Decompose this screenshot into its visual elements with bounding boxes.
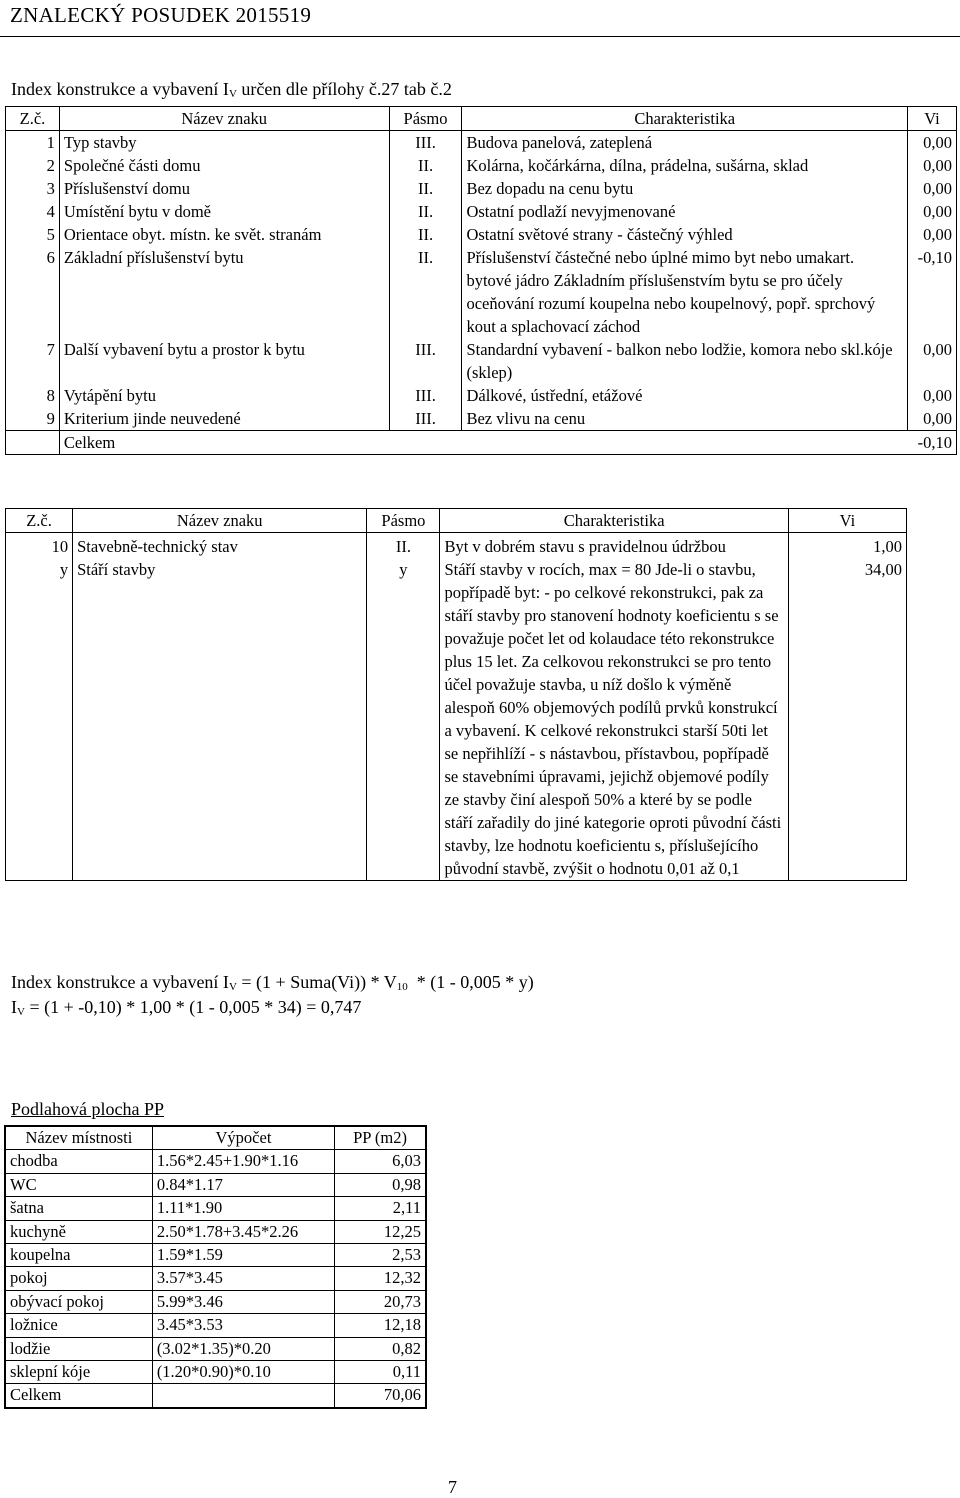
col-header: Pásmo — [367, 509, 440, 533]
room-name: chodba — [5, 1150, 152, 1173]
table-row — [5, 1267, 426, 1290]
row-zone: II. — [389, 223, 462, 246]
row-zone: III. — [389, 407, 462, 431]
row-name: Další vybavení bytu a prostor k bytu — [59, 338, 389, 384]
row-desc: Budova panelová, zateplená — [462, 131, 908, 155]
room-area: 20,73 — [335, 1290, 426, 1313]
table-row — [5, 1337, 426, 1360]
row-desc: Stáří stavby v rocích, max = 80 Jde-li o stavbu, popřípadě byt: - po celkové rekonstrukci, pak za stáří stavby pro stanovení hodnoty koeficientu s se považuje počet let od kolaudace této rekonstrukce plus 15 let. Za celkovou rekonstrukci se pro tento účel považuje stavba, u níž došlo k výměně alespoň 60% objemových podílů prvků konstrukcí a vybavení. K celkové rekonstrukci starší 50ti let se nepřihlíží - s nástavbou, přístavbou, popřípadě se stavebními úpravami, jejichž objemové podíly ze stavby činí alespoň 50% a které by se podle stáří zařadily do jiné kategorie oproti původní části stavby, lze hodnotu koeficientu s, příslušejícího původní stavbě, zvýšit o hodnotu 0,01 až 0,1 — [440, 558, 788, 881]
row-desc: Kolárna, kočárkárna, dílna, prádelna, sušárna, sklad — [462, 154, 908, 177]
table-header-row — [5, 1126, 426, 1150]
room-area: 0,82 — [335, 1337, 426, 1360]
table-row — [6, 407, 957, 431]
row-zone: II. — [389, 246, 462, 338]
col-header: Z.č. — [6, 107, 60, 131]
row-name: Orientace obyt. místn. ke svět. stranám — [59, 223, 389, 246]
row-number: 6 — [6, 246, 60, 338]
row-name: Umístění bytu v domě — [59, 200, 389, 223]
row-number: 5 — [6, 223, 60, 246]
room-area: 0,98 — [335, 1173, 426, 1196]
row-number: 4 — [6, 200, 60, 223]
row-number: 10 — [6, 535, 73, 558]
total-label: Celkem — [63, 433, 116, 452]
row-number: 8 — [6, 384, 60, 407]
table-row — [6, 177, 957, 200]
room-name: ložnice — [5, 1314, 152, 1337]
row-number: 9 — [6, 407, 60, 431]
row-number: 1 — [6, 131, 60, 155]
room-calc: 3.45*3.53 — [152, 1314, 334, 1337]
row-name: Kriterium jinde neuvedené — [59, 407, 389, 431]
row-name: Základní příslušenství bytu — [59, 246, 389, 338]
row-vi: 0,00 — [923, 386, 952, 405]
room-name: koupelna — [5, 1244, 152, 1267]
row-zone: III. — [389, 131, 462, 155]
room-calc: 0.84*1.17 — [152, 1173, 334, 1196]
row-number: 7 — [6, 338, 60, 384]
row-vi: -0,10 — [917, 248, 952, 267]
row-vi: 0,00 — [923, 409, 952, 428]
row-zone: III. — [389, 384, 462, 407]
table-row — [6, 223, 957, 246]
index-table — [5, 106, 957, 455]
table-row — [6, 200, 957, 223]
room-area: 2,53 — [335, 1244, 426, 1267]
col-header: PP (m2) — [335, 1126, 426, 1150]
room-area: 12,25 — [335, 1220, 426, 1243]
row-number: 3 — [6, 177, 60, 200]
row-zone: II. — [367, 535, 440, 558]
table-row — [6, 558, 907, 881]
row-name: Stáří stavby — [73, 558, 367, 881]
col-header: Charakteristika — [440, 509, 788, 533]
row-desc: Byt v dobrém stavu s pravidelnou údržbou — [440, 535, 788, 558]
table-row — [5, 1290, 426, 1313]
row-zone: III. — [389, 338, 462, 384]
row-desc: Ostatní podlaží nevyjmenované — [462, 200, 908, 223]
table-row — [5, 1173, 426, 1196]
page-number: 7 — [448, 1477, 457, 1497]
room-calc: 3.57*3.45 — [152, 1267, 334, 1290]
table-row — [6, 154, 957, 177]
row-desc: Příslušenství částečné nebo úplné mimo byt nebo umakart. bytové jádro Základním příslušenstvím bytu se pro účely oceňování rozumí koupelna nebo koupelnový, popř. sprchový kout a splachovací záchod — [462, 246, 908, 338]
col-header: Vi — [924, 109, 940, 128]
row-zone: II. — [389, 177, 462, 200]
table-row — [6, 131, 957, 155]
col-header: Název místnosti — [5, 1126, 152, 1150]
room-area: 6,03 — [335, 1150, 426, 1173]
room-calc: 1.59*1.59 — [152, 1244, 334, 1267]
room-name: sklepní kóje — [5, 1361, 152, 1384]
room-area: 2,11 — [335, 1197, 426, 1220]
formula-line1: Index konstrukce a vybavení $I_V = (1$ + Suma(Vi)) * $V_{10} * (1 - 0,005 * y)$ — [11, 972, 534, 993]
row-vi: 0,00 — [923, 225, 952, 244]
row-vi: 0,00 — [923, 133, 952, 152]
room-calc: 2.50*1.78+3.45*2.26 — [152, 1220, 334, 1243]
total-value: 70,06 — [335, 1384, 426, 1408]
row-vi: 0,00 — [923, 156, 952, 175]
row-vi: 34,00 — [864, 559, 902, 579]
table-header-row — [6, 509, 907, 533]
total-row — [6, 431, 957, 455]
table-row — [5, 1361, 426, 1384]
table-row — [5, 1314, 426, 1337]
row-vi: 0,00 — [923, 340, 952, 359]
document-header: ZNALECKÝ POSUDEK 2015519 — [10, 3, 312, 27]
room-name: šatna — [5, 1197, 152, 1220]
room-calc: 1.11*1.90 — [152, 1197, 334, 1220]
header-divider — [0, 36, 960, 37]
table-row — [5, 1220, 426, 1243]
col-header: Výpočet — [152, 1126, 334, 1150]
table-row — [6, 246, 957, 338]
col-header: Pásmo — [389, 107, 462, 131]
room-name: lodžie — [5, 1337, 152, 1360]
room-name: obývací pokoj — [5, 1290, 152, 1313]
room-name: kuchyně — [5, 1220, 152, 1243]
col-header: Charakteristika — [462, 107, 908, 131]
col-header: Z.č. — [6, 509, 73, 533]
room-area: 12,32 — [335, 1267, 426, 1290]
row-desc: Ostatní světové strany - částečný výhled — [462, 223, 908, 246]
row-number: y — [6, 558, 73, 881]
room-area: 0,11 — [335, 1361, 426, 1384]
table-row — [6, 535, 907, 558]
floor-area-title: Podlahová plocha PP — [11, 1099, 164, 1119]
table-row — [5, 1150, 426, 1173]
row-vi: 0,00 — [923, 179, 952, 198]
floor-area-table — [4, 1125, 427, 1409]
room-calc: 5.99*3.46 — [152, 1290, 334, 1313]
row-number: 2 — [6, 154, 60, 177]
total-label: Celkem — [5, 1384, 152, 1408]
col-header: Název znaku — [59, 107, 389, 131]
formula-line2: $I_V = (1 + -0,10) * 1,00 * (1 - 0,005 * 34) = 0,747$ — [11, 997, 362, 1018]
row-zone: II. — [389, 154, 462, 177]
row-name: Typ stavby — [59, 131, 389, 155]
row-name: Příslušenství domu — [59, 177, 389, 200]
row-desc: Dálkové, ústřední, etážové — [462, 384, 908, 407]
row-name: Vytápění bytu — [59, 384, 389, 407]
condition-table — [5, 508, 907, 881]
row-vi: 1,00 — [873, 536, 902, 556]
section1-title: Index konstrukce a vybavení $I_V$ určen dle přílohy č.27 tab č.2 — [11, 79, 452, 100]
total-row — [5, 1384, 426, 1408]
room-calc: (3.02*1.35)*0.20 — [152, 1337, 334, 1360]
table-row — [5, 1244, 426, 1267]
total-value: -0,10 — [917, 433, 952, 452]
col-header: Vi — [839, 511, 856, 530]
col-header: Název znaku — [73, 509, 367, 533]
room-calc: (1.20*0.90)*0.10 — [152, 1361, 334, 1384]
room-name: pokoj — [5, 1267, 152, 1290]
row-vi: 0,00 — [923, 202, 952, 221]
row-desc: Standardní vybavení - balkon nebo lodžie, komora nebo skl.kóje (sklep) — [462, 338, 908, 384]
room-name: WC — [5, 1173, 152, 1196]
row-zone: y — [367, 558, 440, 881]
room-calc: 1.56*2.45+1.90*1.16 — [152, 1150, 334, 1173]
table-row — [5, 1197, 426, 1220]
row-desc: Bez vlivu na cenu — [462, 407, 908, 431]
table-header-row — [6, 107, 957, 131]
row-name: Stavebně-technický stav — [73, 535, 367, 558]
row-zone: II. — [389, 200, 462, 223]
room-area: 12,18 — [335, 1314, 426, 1337]
row-name: Společné části domu — [59, 154, 389, 177]
table-row — [6, 338, 957, 384]
row-desc: Bez dopadu na cenu bytu — [462, 177, 908, 200]
table-row — [6, 384, 957, 407]
